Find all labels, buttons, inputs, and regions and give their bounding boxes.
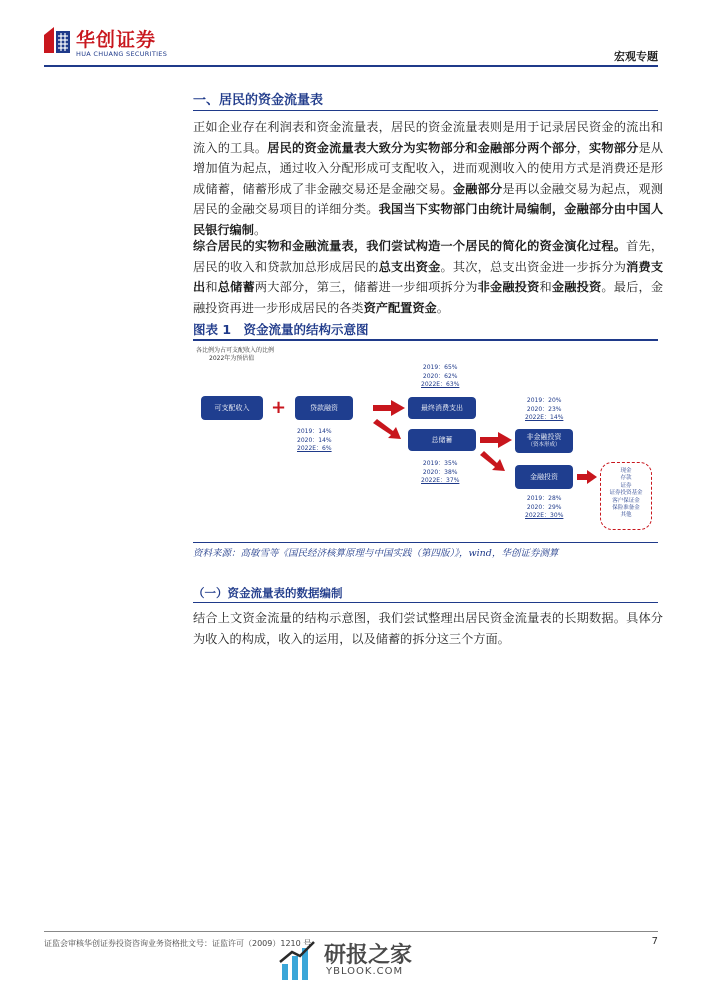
box-total-savings: 总储蓄 [408, 429, 476, 451]
bold-text: 非金融投资 [477, 280, 540, 295]
header-divider [44, 65, 658, 67]
asset-item: 证券投资基金 [609, 490, 643, 497]
text-run: 是从增加值为起点，通过收入分配形成可支配收入，进而观测收入的使用方式是消费还是形成储蓄，储蓄形成了非金融交易还是金融交易。 [193, 140, 664, 196]
asset-item: 其他 [620, 512, 632, 519]
bold-text: 金融部分 [452, 181, 503, 196]
subsection-heading-rule [193, 602, 658, 603]
text-run: 。其次，总支出资金进一步拆分为 [440, 259, 627, 274]
asset-item: 证券 [620, 482, 632, 489]
text-run: ， [576, 140, 589, 155]
logo-english-name: HUA CHUANG SECURITIES [76, 50, 168, 58]
bold-text: 金融投资 [551, 280, 602, 295]
stats-loan [297, 428, 332, 454]
watermark-english: YBLOOK.COM [326, 966, 404, 977]
stats-savings [421, 460, 459, 486]
bold-text: 居民的资金流量表大致分为实物部分和金融部分两个部分 [267, 140, 577, 155]
logo-chinese-name: 华创证券 [76, 29, 157, 51]
figure-source: 资料来源：高敏雪等《国民经济核算原理与中国实践（第四版）》，wind，华创证券测算 [193, 548, 559, 559]
box-nonfinancial-investment [515, 429, 573, 453]
arrow-to-consumption [373, 400, 405, 416]
arrow-to-savings [373, 419, 401, 439]
bold-text: 实物部分 [588, 140, 639, 155]
paragraph-data-compilation: 结合上文资金流量的结构示意图，我们尝试整理出居民资金流量表的长期数据。具体分为收入的构成，收入的运用，以及储蓄的拆分这三个方面。 [193, 611, 663, 646]
footer-disclaimer: 证监会审核华创证券投资咨询业务资格批文号：证监许可（2009）1210 号 [44, 939, 312, 948]
stat-line: 2020：38% [422, 468, 458, 476]
logo-mark-icon [44, 27, 70, 53]
stat-line: 2019：14% [297, 428, 332, 435]
text-run: 。 [253, 222, 267, 237]
paragraph-flow-summary [193, 236, 663, 318]
figure-title: 图表 1 资金流量的结构示意图 [193, 322, 369, 337]
stat-line-estimate: 2022E：63% [421, 381, 460, 388]
page-number: 7 [651, 936, 658, 947]
nonfin-sublabel: （资本形成） [527, 442, 561, 448]
report-type-tag: 宏观专题 [614, 50, 658, 63]
paragraph-intro [193, 117, 663, 241]
stat-line: 2019：28% [526, 495, 562, 502]
text-run: 正如企业存在利润表和资金流量表，居民的资金流量表则是用于记录居民资金的流出和流入的工具。 [193, 120, 663, 155]
asset-item: 现金 [620, 468, 632, 474]
arrow-to-nonfin [480, 432, 512, 448]
stat-line-estimate: 2022E：37% [421, 477, 460, 484]
text-run: 首先，居民的收入和贷款加总形成居民的 [193, 239, 664, 274]
box-disposable-income: 可支配收入 [201, 396, 263, 420]
stat-line-estimate: 2022E：30% [525, 512, 564, 519]
text-run: 两大部分，第三，储蓄进一步细项拆分为 [254, 280, 478, 295]
flow-diagram [193, 341, 658, 541]
plus-sign: + [271, 397, 287, 418]
text-run: 。 [436, 300, 449, 315]
stat-line: 2020：29% [526, 503, 562, 511]
text-run: 和 [205, 280, 218, 295]
watermark [276, 938, 446, 986]
bold-text: 资产配置资金 [363, 300, 437, 315]
stats-financial [525, 495, 563, 521]
nonfin-label: 非金融投资 [526, 433, 562, 441]
stats-consumption [421, 364, 459, 390]
asset-allocation-list [600, 462, 652, 530]
figure-bottom-rule [193, 542, 658, 543]
stats-nonfinancial [525, 397, 563, 423]
box-loan-financing: 贷款融资 [295, 396, 353, 420]
stat-line: 2019：65% [422, 364, 458, 371]
section-heading-rule [193, 110, 658, 111]
text-run: 。最后，金融投资再进一步形成居民的各类 [193, 280, 664, 315]
text-run: 是再以金融交易为起点，观测居民的金融交易项目的详细分类。 [193, 181, 664, 217]
stat-line: 2019：35% [422, 460, 458, 467]
section-heading: 一、居民的资金流量表 [193, 93, 324, 108]
watermark-bars-icon [276, 940, 320, 984]
bold-text: 我国当下实物部门由统计局编制，金融部分由中国人民银行编制 [193, 202, 664, 237]
stat-line-estimate: 2022E：14% [525, 414, 564, 421]
asset-item: 存款 [620, 475, 632, 482]
text-run: 和 [539, 280, 552, 295]
asset-item: 保险准备金 [612, 505, 640, 512]
figure-note-estimate: 2022年为预估值 [209, 355, 255, 362]
subsection-heading: （一）资金流量表的数据编制 [193, 586, 343, 600]
stat-line: 2019：20% [526, 397, 562, 404]
asset-item: 客户保证金 [612, 497, 640, 504]
bold-text: 综合居民的实物和金融流量表，我们尝试构造一个居民的简化的资金演化过程。 [193, 239, 627, 253]
company-logo [44, 25, 184, 61]
bold-text: 总储蓄 [217, 280, 255, 295]
footer-divider [44, 931, 658, 932]
stat-line-estimate: 2022E：6% [297, 445, 332, 452]
stat-line: 2020：14% [297, 436, 332, 444]
bold-text: 消费支出 [193, 259, 664, 295]
stat-line: 2020：23% [526, 405, 562, 413]
arrow-to-fin [480, 451, 505, 471]
figure-note: 各比例为占可支配收入的比例 [196, 347, 275, 354]
stat-line: 2020：62% [422, 372, 458, 380]
arrow-to-assets [577, 470, 597, 484]
watermark-chinese: 研报之家 [324, 943, 413, 968]
bold-text: 总支出资金 [378, 259, 441, 274]
box-final-consumption: 最终消费支出 [408, 397, 476, 419]
box-financial-investment: 金融投资 [515, 465, 573, 489]
